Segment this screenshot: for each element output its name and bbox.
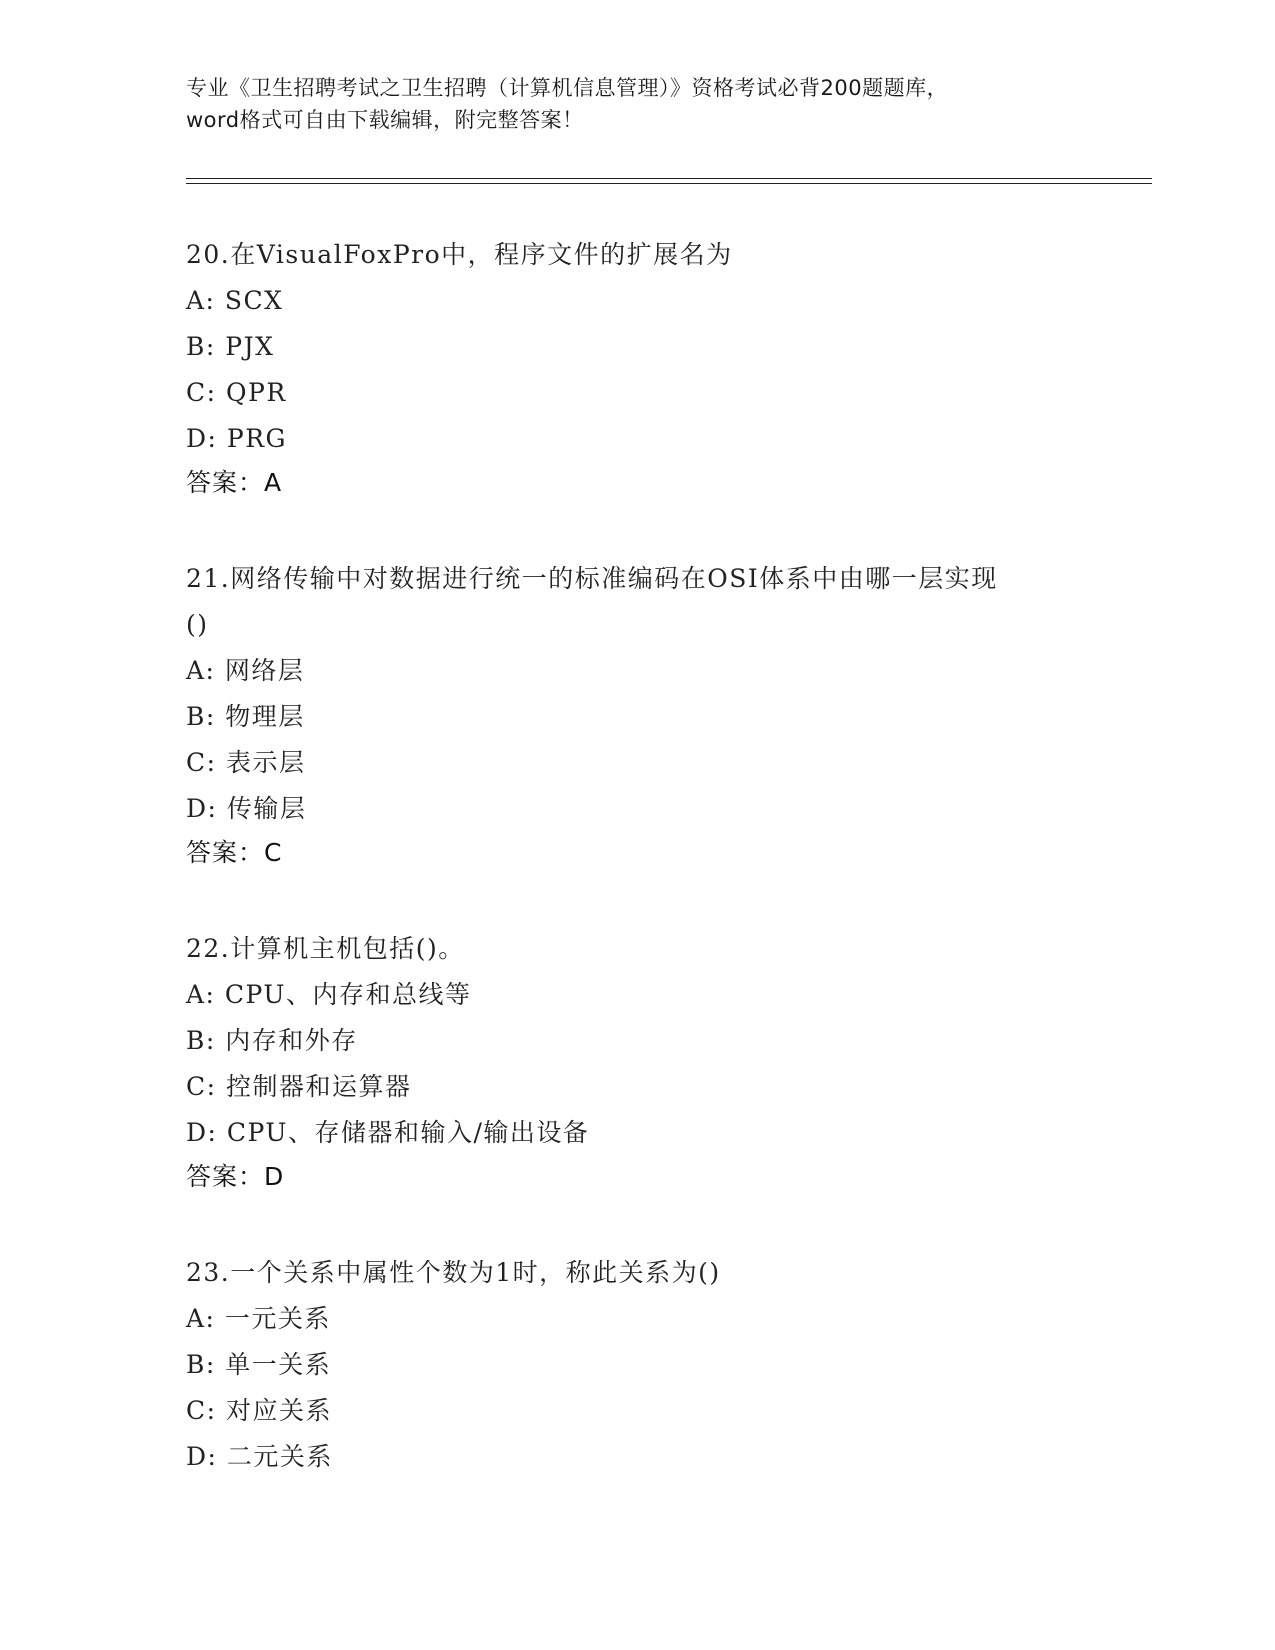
option-a: A: CPU、内存和总线等 xyxy=(186,980,472,1009)
question-list xyxy=(186,232,1086,1532)
header-divider-bottom xyxy=(186,183,1152,184)
option-a: A: 网络层 xyxy=(186,656,305,685)
answer: 答案：A xyxy=(186,468,283,497)
question-21 xyxy=(186,556,1086,874)
question-text: 22.计算机主机包括()。 xyxy=(186,934,465,963)
option-b: B: 内存和外存 xyxy=(186,1026,358,1055)
option-d: D: 传输层 xyxy=(186,794,307,823)
question-23 xyxy=(186,1250,1086,1480)
question-text: 20.在VisualFoxPro中，程序文件的扩展名为 xyxy=(186,240,733,269)
question-20 xyxy=(186,232,1086,504)
option-b: B: 单一关系 xyxy=(186,1350,332,1379)
header-line-2: word格式可自由下载编辑，附完整答案！ xyxy=(186,108,584,132)
option-b: B: PJX xyxy=(186,332,275,361)
question-22 xyxy=(186,926,1086,1198)
document-header xyxy=(186,72,1086,136)
option-c: C: 表示层 xyxy=(186,748,306,777)
header-divider-top xyxy=(186,178,1152,179)
question-text: 21.网络传输中对数据进行统一的标准编码在OSI体系中由哪一层实现 xyxy=(186,564,998,593)
answer: 答案：C xyxy=(186,838,283,867)
option-a: A: 一元关系 xyxy=(186,1304,331,1333)
answer: 答案：D xyxy=(186,1162,285,1191)
option-b: B: 物理层 xyxy=(186,702,305,731)
option-a: A: SCX xyxy=(186,286,284,315)
option-d: D: CPU、存储器和输入/输出设备 xyxy=(186,1118,590,1147)
option-c: C: QPR xyxy=(186,378,287,407)
option-d: D: 二元关系 xyxy=(186,1442,333,1471)
header-line-1: 专业《卫生招聘考试之卫生招聘（计算机信息管理）》资格考试必背200题题库， xyxy=(186,76,949,100)
option-c: C: 控制器和运算器 xyxy=(186,1072,412,1101)
question-text: 23.一个关系中属性个数为1时，称此关系为() xyxy=(186,1258,721,1287)
option-d: D: PRG xyxy=(186,424,288,453)
option-c: C: 对应关系 xyxy=(186,1396,332,1425)
question-text-continued: () xyxy=(186,610,209,639)
